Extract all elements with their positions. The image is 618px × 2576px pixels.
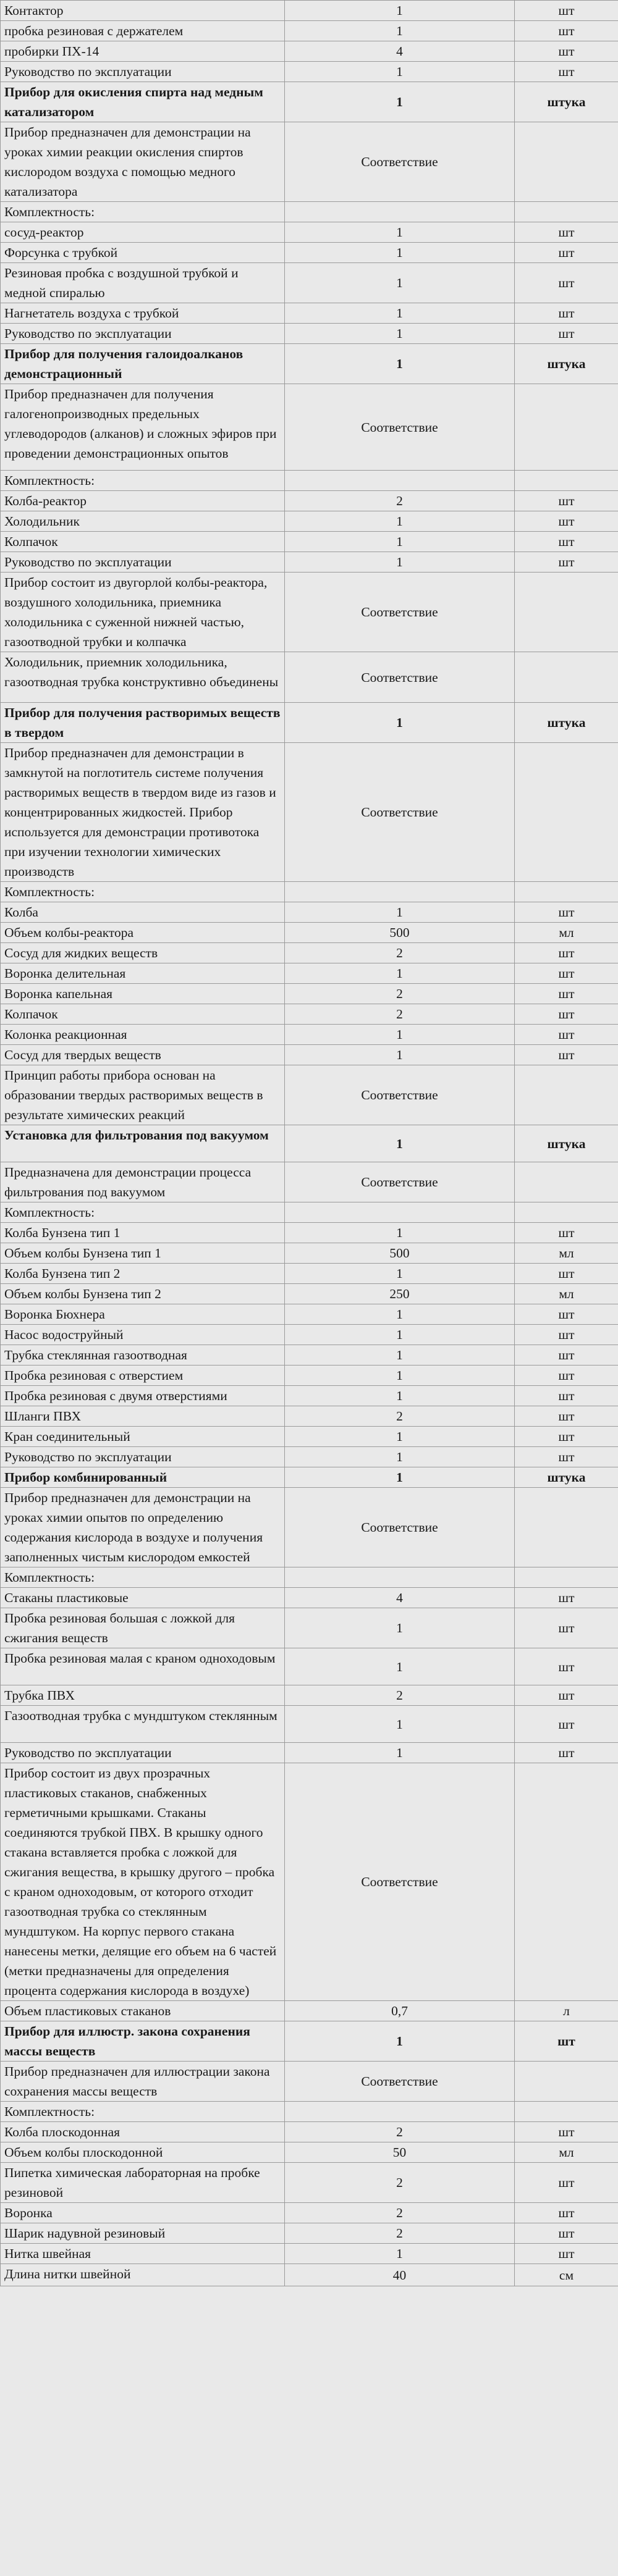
quantity-cell: 1	[285, 21, 515, 41]
unit-cell: шт	[515, 222, 618, 243]
unit-cell: шт	[515, 963, 618, 984]
unit-cell	[515, 1202, 618, 1223]
unit-cell: шт	[515, 1706, 618, 1743]
unit-cell	[515, 2102, 618, 2122]
quantity-cell: 1	[285, 1386, 515, 1406]
description-row	[1, 573, 618, 652]
unit-cell: шт	[515, 2021, 618, 2062]
quantity-cell: 1	[285, 1427, 515, 1447]
quantity-cell: 1	[285, 1706, 515, 1743]
quantity-cell: 2	[285, 2163, 515, 2203]
unit-cell: шт	[515, 1427, 618, 1447]
unit-cell: шт	[515, 491, 618, 511]
item-name-cell: Воронка делительная	[1, 963, 285, 984]
quantity-cell: 1	[285, 532, 515, 552]
quantity-cell: Соответствие	[285, 1763, 515, 2001]
unit-cell: мл	[515, 2142, 618, 2163]
product-header-row	[1, 1467, 618, 1488]
item-name-cell: Руководство по эксплуатации	[1, 62, 285, 82]
item-name-cell: Комплектность:	[1, 202, 285, 222]
unit-cell: мл	[515, 1243, 618, 1264]
item-name-cell: Прибор предназначен для демонстрации в замкнутой на поглотитель системе получения растворимых веществ в твердом виде из газов и концентрированных жидкостей. Прибор используется для демонстрации противотока при изучении технологии химических производств	[1, 743, 285, 882]
unit-cell: шт	[515, 303, 618, 324]
unit-cell: шт	[515, 984, 618, 1004]
product-header-row	[1, 344, 618, 384]
item-row	[1, 1743, 618, 1763]
item-row	[1, 923, 618, 943]
quantity-cell: 1	[285, 1366, 515, 1386]
item-row	[1, 1243, 618, 1264]
item-name-cell: Прибор предназначен для демонстрации на уроках химии реакции окисления спиртов кислородом воздуха с помощью медного катализатора	[1, 122, 285, 202]
item-row	[1, 1025, 618, 1045]
quantity-cell: 2	[285, 2203, 515, 2223]
item-row	[1, 1223, 618, 1243]
description-row	[1, 652, 618, 703]
unit-cell: мл	[515, 923, 618, 943]
unit-cell	[515, 1763, 618, 2001]
unit-cell: штука	[515, 344, 618, 384]
item-name-cell: Комплектность:	[1, 1202, 285, 1223]
item-row	[1, 222, 618, 243]
item-name-cell: Объем пластиковых стаканов	[1, 2001, 285, 2021]
quantity-cell: 1	[285, 902, 515, 923]
quantity-cell: Соответствие	[285, 122, 515, 202]
item-name-cell: Пробка резиновая большая с ложкой для сжигания веществ	[1, 1608, 285, 1648]
quantity-cell: 4	[285, 1588, 515, 1608]
description-row	[1, 1162, 618, 1202]
unit-cell: штука	[515, 1467, 618, 1488]
quantity-cell: 1	[285, 1125, 515, 1162]
item-row	[1, 984, 618, 1004]
unit-cell: шт	[515, 1264, 618, 1284]
item-row	[1, 943, 618, 963]
item-name-cell: Руководство по эксплуатации	[1, 552, 285, 573]
unit-cell: штука	[515, 82, 618, 122]
quantity-cell: 500	[285, 1243, 515, 1264]
item-row	[1, 2264, 618, 2286]
quantity-cell: 500	[285, 923, 515, 943]
item-row	[1, 1648, 618, 1685]
item-row	[1, 1386, 618, 1406]
quantity-cell: 1	[285, 552, 515, 573]
quantity-cell: 1	[285, 1467, 515, 1488]
item-row	[1, 963, 618, 984]
item-name-cell: Воронка	[1, 2203, 285, 2223]
item-name-cell: сосуд-реактор	[1, 222, 285, 243]
item-row	[1, 2244, 618, 2264]
quantity-cell: 1	[285, 62, 515, 82]
unit-cell: шт	[515, 2122, 618, 2142]
item-row	[1, 552, 618, 573]
unit-cell: шт	[515, 1447, 618, 1467]
unit-cell: шт	[515, 1345, 618, 1366]
item-name-cell: Воронка Бюхнера	[1, 1304, 285, 1325]
item-row	[1, 1427, 618, 1447]
unit-cell: шт	[515, 1, 618, 21]
item-name-cell: Прибор для получения галоидоалканов демонстрационный	[1, 344, 285, 384]
specification-table-body	[1, 1, 618, 2286]
quantity-cell: 1	[285, 1045, 515, 1065]
quantity-cell: 1	[285, 511, 515, 532]
quantity-cell: 50	[285, 2142, 515, 2163]
item-name-cell: Сосуд для жидких веществ	[1, 943, 285, 963]
quantity-cell: 1	[285, 1608, 515, 1648]
quantity-cell: 1	[285, 324, 515, 344]
item-name-cell: Колба Бунзена тип 2	[1, 1264, 285, 1284]
unit-cell: шт	[515, 1685, 618, 1706]
quantity-cell: 1	[285, 1223, 515, 1243]
item-name-cell: Руководство по эксплуатации	[1, 1743, 285, 1763]
item-name-cell: Кран соединительный	[1, 1427, 285, 1447]
item-row	[1, 1685, 618, 1706]
unit-cell	[515, 652, 618, 703]
quantity-cell: 0,7	[285, 2001, 515, 2021]
quantity-cell: Соответствие	[285, 384, 515, 471]
quantity-cell: 4	[285, 41, 515, 62]
item-name-cell: Комплектность:	[1, 882, 285, 902]
unit-cell: шт	[515, 1045, 618, 1065]
item-name-cell: Прибор состоит из двугорлой колбы-реактора, воздушного холодильника, приемника холодильника с суженной нижней частью, газоотводной трубки и колпачка	[1, 573, 285, 652]
item-name-cell: Колба Бунзена тип 1	[1, 1223, 285, 1243]
item-row	[1, 1447, 618, 1467]
item-row	[1, 1325, 618, 1345]
item-row	[1, 1, 618, 21]
completeness-row	[1, 882, 618, 902]
unit-cell: шт	[515, 1386, 618, 1406]
unit-cell: шт	[515, 41, 618, 62]
unit-cell: шт	[515, 2244, 618, 2264]
item-name-cell: Объем колбы Бунзена тип 2	[1, 1284, 285, 1304]
description-row	[1, 1763, 618, 2001]
quantity-cell: 1	[285, 243, 515, 263]
quantity-cell: Соответствие	[285, 743, 515, 882]
item-row	[1, 1264, 618, 1284]
item-name-cell: Прибор предназначен для получения галогенопроизводных предельных углеводородов (алканов) и сложных эфиров при проведении демонстрационных опытов	[1, 384, 285, 471]
unit-cell: шт	[515, 1743, 618, 1763]
unit-cell	[515, 2062, 618, 2102]
unit-cell	[515, 1162, 618, 1202]
completeness-row	[1, 471, 618, 491]
item-name-cell: Стаканы пластиковые	[1, 1588, 285, 1608]
description-row	[1, 122, 618, 202]
item-row	[1, 303, 618, 324]
unit-cell: шт	[515, 1325, 618, 1345]
quantity-cell: 1	[285, 1, 515, 21]
item-name-cell: Прибор предназначен для иллюстрации закона сохранения массы веществ	[1, 2062, 285, 2102]
item-name-cell: Холодильник	[1, 511, 285, 532]
description-row	[1, 1488, 618, 1567]
item-name-cell: Прибор комбинированный	[1, 1467, 285, 1488]
unit-cell: л	[515, 2001, 618, 2021]
unit-cell: шт	[515, 943, 618, 963]
item-name-cell: Сосуд для твердых веществ	[1, 1045, 285, 1065]
unit-cell	[515, 743, 618, 882]
unit-cell	[515, 122, 618, 202]
item-name-cell: пробка резиновая с держателем	[1, 21, 285, 41]
quantity-cell: 1	[285, 2021, 515, 2062]
quantity-cell: Соответствие	[285, 1162, 515, 1202]
item-row	[1, 2223, 618, 2244]
item-name-cell: Установка для фильтрования под вакуумом	[1, 1125, 285, 1162]
item-name-cell: пробирки ПХ-14	[1, 41, 285, 62]
unit-cell: штука	[515, 1125, 618, 1162]
quantity-cell	[285, 471, 515, 491]
item-name-cell: Прибор для получения растворимых веществ в твердом	[1, 703, 285, 743]
unit-cell: шт	[515, 1588, 618, 1608]
completeness-row	[1, 2102, 618, 2122]
quantity-cell: 1	[285, 1325, 515, 1345]
unit-cell: шт	[515, 552, 618, 573]
description-row	[1, 1065, 618, 1125]
item-name-cell: Руководство по эксплуатации	[1, 1447, 285, 1467]
unit-cell: шт	[515, 324, 618, 344]
quantity-cell: 2	[285, 1004, 515, 1025]
unit-cell: шт	[515, 2163, 618, 2203]
quantity-cell: 1	[285, 703, 515, 743]
quantity-cell: 1	[285, 344, 515, 384]
unit-cell: шт	[515, 243, 618, 263]
quantity-cell: 1	[285, 263, 515, 303]
quantity-cell: Соответствие	[285, 652, 515, 703]
unit-cell	[515, 573, 618, 652]
item-name-cell: Колпачок	[1, 532, 285, 552]
item-name-cell: Пробка резиновая с отверстием	[1, 1366, 285, 1386]
product-header-row	[1, 1125, 618, 1162]
product-header-row	[1, 82, 618, 122]
item-name-cell: Нагнетатель воздуха с трубкой	[1, 303, 285, 324]
quantity-cell: 1	[285, 1345, 515, 1366]
item-row	[1, 1608, 618, 1648]
unit-cell	[515, 1065, 618, 1125]
unit-cell	[515, 202, 618, 222]
item-name-cell: Принцип работы прибора основан на образовании твердых растворимых веществ в результате химических реакций	[1, 1065, 285, 1125]
completeness-row	[1, 1567, 618, 1588]
item-name-cell: Объем колбы-реактора	[1, 923, 285, 943]
item-row	[1, 491, 618, 511]
quantity-cell: 2	[285, 2122, 515, 2142]
item-name-cell: Трубка стеклянная газоотводная	[1, 1345, 285, 1366]
quantity-cell: 1	[285, 1264, 515, 1284]
item-name-cell: Пробка резиновая с двумя отверстиями	[1, 1386, 285, 1406]
item-row	[1, 1588, 618, 1608]
quantity-cell: 40	[285, 2264, 515, 2286]
quantity-cell: 1	[285, 1304, 515, 1325]
description-row	[1, 2062, 618, 2102]
item-name-cell: Комплектность:	[1, 2102, 285, 2122]
item-name-cell: Шланги ПВХ	[1, 1406, 285, 1427]
item-name-cell: Трубка ПВХ	[1, 1685, 285, 1706]
item-row	[1, 1366, 618, 1386]
product-header-row	[1, 2021, 618, 2062]
item-name-cell: Комплектность:	[1, 471, 285, 491]
quantity-cell	[285, 2102, 515, 2122]
unit-cell: шт	[515, 902, 618, 923]
item-name-cell: Предназначена для демонстрации процесса фильтрования под вакуумом	[1, 1162, 285, 1202]
quantity-cell: Соответствие	[285, 1488, 515, 1567]
completeness-row	[1, 1202, 618, 1223]
item-name-cell: Холодильник, приемник холодильника, газоотводная трубка конструктивно объединены	[1, 652, 285, 703]
item-name-cell: Резиновая пробка с воздушной трубкой и медной спиралью	[1, 263, 285, 303]
quantity-cell: Соответствие	[285, 1065, 515, 1125]
unit-cell: штука	[515, 703, 618, 743]
item-row	[1, 2142, 618, 2163]
item-name-cell: Прибор для окисления спирта над медным катализатором	[1, 82, 285, 122]
unit-cell	[515, 882, 618, 902]
unit-cell: шт	[515, 1406, 618, 1427]
quantity-cell	[285, 882, 515, 902]
quantity-cell: 2	[285, 943, 515, 963]
item-name-cell: Длина нитки швейной	[1, 2264, 285, 2286]
item-row	[1, 511, 618, 532]
item-name-cell: Колба плоскодонная	[1, 2122, 285, 2142]
item-name-cell: Колпачок	[1, 1004, 285, 1025]
item-row	[1, 1406, 618, 1427]
unit-cell: шт	[515, 2223, 618, 2244]
item-name-cell: Пипетка химическая лабораторная на пробке резиновой	[1, 2163, 285, 2203]
description-row	[1, 384, 618, 471]
item-row	[1, 1345, 618, 1366]
item-row	[1, 1706, 618, 1743]
quantity-cell: 1	[285, 1648, 515, 1685]
quantity-cell	[285, 1202, 515, 1223]
item-row	[1, 2203, 618, 2223]
unit-cell	[515, 1488, 618, 1567]
quantity-cell: 1	[285, 82, 515, 122]
quantity-cell: 250	[285, 1284, 515, 1304]
item-name-cell: Объем колбы Бунзена тип 1	[1, 1243, 285, 1264]
item-name-cell: Колонка реакционная	[1, 1025, 285, 1045]
quantity-cell	[285, 1567, 515, 1588]
description-row	[1, 743, 618, 882]
item-name-cell: Комплектность:	[1, 1567, 285, 1588]
unit-cell	[515, 1567, 618, 1588]
item-row	[1, 62, 618, 82]
quantity-cell: 2	[285, 2223, 515, 2244]
quantity-cell: 1	[285, 1743, 515, 1763]
item-name-cell: Прибор предназначен для демонстрации на уроках химии опытов по определению содержания кислорода в воздухе и получения заполненных чистым кислородом емкостей	[1, 1488, 285, 1567]
item-row	[1, 1045, 618, 1065]
unit-cell: шт	[515, 511, 618, 532]
item-name-cell: Насос водоструйный	[1, 1325, 285, 1345]
item-name-cell: Колба	[1, 902, 285, 923]
item-row	[1, 2122, 618, 2142]
quantity-cell	[285, 202, 515, 222]
product-header-row	[1, 703, 618, 743]
unit-cell: шт	[515, 2203, 618, 2223]
quantity-cell: 1	[285, 1025, 515, 1045]
quantity-cell: 1	[285, 303, 515, 324]
item-row	[1, 1004, 618, 1025]
unit-cell: шт	[515, 1366, 618, 1386]
unit-cell: шт	[515, 1004, 618, 1025]
unit-cell: см	[515, 2264, 618, 2286]
item-row	[1, 324, 618, 344]
item-row	[1, 902, 618, 923]
item-name-cell: Воронка капельная	[1, 984, 285, 1004]
item-row	[1, 41, 618, 62]
item-row	[1, 2001, 618, 2021]
unit-cell: шт	[515, 1608, 618, 1648]
quantity-cell: 2	[285, 1685, 515, 1706]
item-name-cell: Объем колбы плоскодонной	[1, 2142, 285, 2163]
completeness-row	[1, 202, 618, 222]
item-name-cell: Колба-реактор	[1, 491, 285, 511]
unit-cell: шт	[515, 1648, 618, 1685]
item-row	[1, 1304, 618, 1325]
unit-cell: шт	[515, 1223, 618, 1243]
unit-cell: шт	[515, 1025, 618, 1045]
item-name-cell: Газоотводная трубка с мундштуком стеклянным	[1, 1706, 285, 1743]
item-name-cell: Пробка резиновая малая с краном одноходовым	[1, 1648, 285, 1685]
item-name-cell: Прибор для иллюстр. закона сохранения массы веществ	[1, 2021, 285, 2062]
item-name-cell: Нитка швейная	[1, 2244, 285, 2264]
item-row	[1, 1284, 618, 1304]
quantity-cell: 2	[285, 491, 515, 511]
item-name-cell: Шарик надувной резиновый	[1, 2223, 285, 2244]
quantity-cell: Соответствие	[285, 2062, 515, 2102]
quantity-cell: 1	[285, 2244, 515, 2264]
item-name-cell: Прибор состоит из двух прозрачных пластиковых стаканов, снабженных герметичными крышками. Стаканы соединяются трубкой ПВХ. В крышку одного стакана вставляется пробка с ложкой для сжигания вещества, в крышку другого – пробка с краном одноходовым, от которого отходит газоотводная трубка со стеклянным мундштуком. На корпус первого стакана нанесены метки, делящие его объем на 6 частей (метки предназначены для определения процента содержания кислорода в воздухе)	[1, 1763, 285, 2001]
item-row	[1, 532, 618, 552]
item-name-cell: Контактор	[1, 1, 285, 21]
quantity-cell: 2	[285, 1406, 515, 1427]
item-row	[1, 243, 618, 263]
unit-cell: шт	[515, 532, 618, 552]
unit-cell	[515, 471, 618, 491]
item-row	[1, 21, 618, 41]
quantity-cell: 1	[285, 222, 515, 243]
item-name-cell: Форсунка с трубкой	[1, 243, 285, 263]
unit-cell: шт	[515, 21, 618, 41]
quantity-cell: 1	[285, 963, 515, 984]
item-row	[1, 263, 618, 303]
quantity-cell: Соответствие	[285, 573, 515, 652]
quantity-cell: 1	[285, 1447, 515, 1467]
unit-cell: шт	[515, 62, 618, 82]
unit-cell: шт	[515, 263, 618, 303]
quantity-cell: 2	[285, 984, 515, 1004]
item-name-cell: Руководство по эксплуатации	[1, 324, 285, 344]
item-row	[1, 2163, 618, 2203]
unit-cell	[515, 384, 618, 471]
unit-cell: мл	[515, 1284, 618, 1304]
unit-cell: шт	[515, 1304, 618, 1325]
